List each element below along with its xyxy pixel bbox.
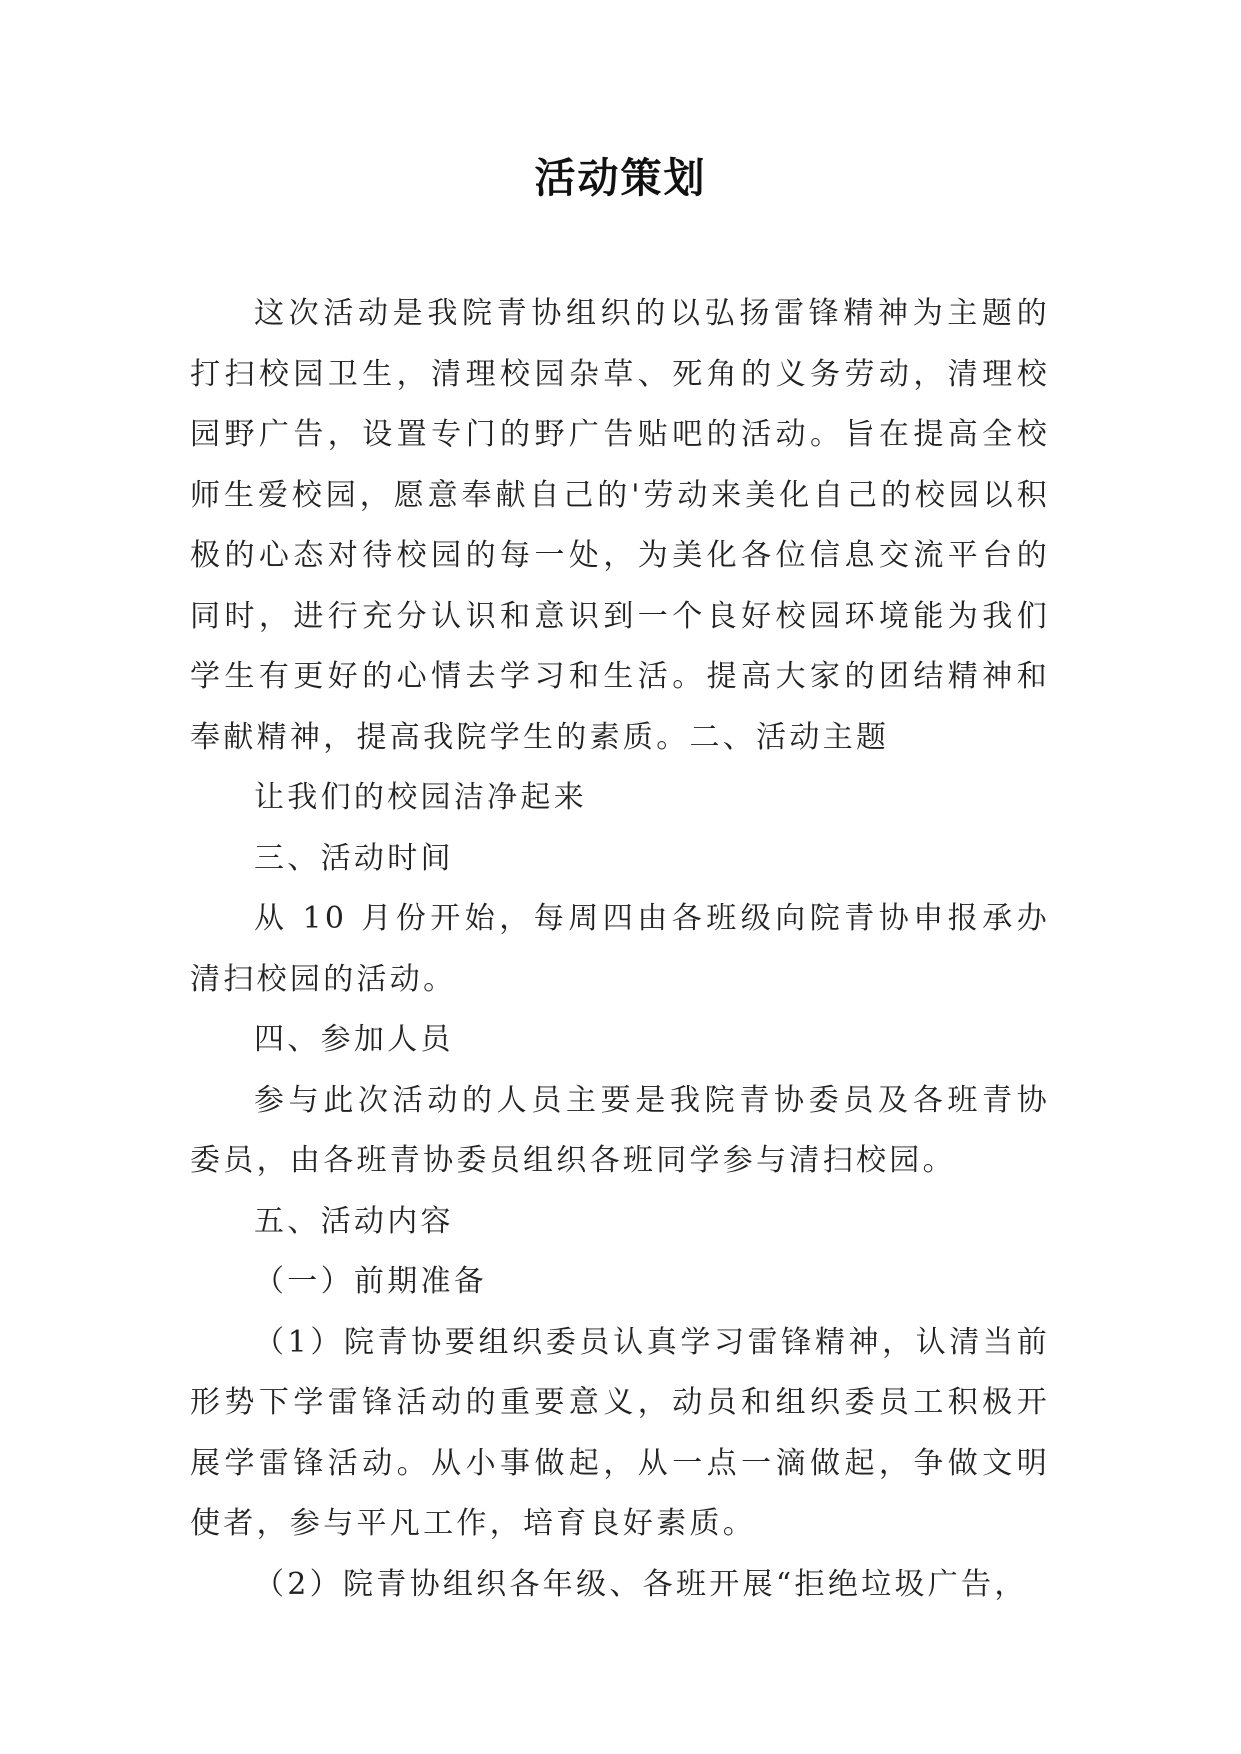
heading-participants: 四、参加人员: [254, 1022, 454, 1057]
document-body: [190, 284, 1050, 1615]
paragraph-intro: 这次活动是我院青协组织的以弘扬雷锋精神为主题的打扫校园卫生，清理校园杂草、死角的义务劳动，清理校园野广告，设置专门的野广告贴吧的活动。旨在提高全校师生爱校园，愿意奉献自己的'劳动来美化自己的校园以积极的心态对待校园的每一处，为美化各位信息交流平台的同时，进行充分认识和意识到一个良好校园环境能为我们学生有更好的心情去学习和生活。提高大家的团结精神和奉献精神，提高我院学生的素质。二、活动主题: [190, 296, 1050, 755]
heading-activity-content: 五、活动内容: [254, 1203, 454, 1239]
paragraph-participants: 参与此次活动的人员主要是我院青协委员及各班青协委员，由各班青协委员组织各班同学参与清扫校园。: [190, 1082, 1050, 1178]
paragraph-activity-time: 从 10 月份开始，每周四由各班级向院青协申报承办清扫校园的活动。: [190, 901, 1050, 997]
paragraph-theme: 让我们的校园洁净起来: [254, 780, 587, 815]
document-title: 活动策划: [534, 154, 707, 202]
heading-activity-time: 三、活动时间: [254, 840, 454, 876]
subheading-preparation: （一）前期准备: [254, 1264, 488, 1299]
paragraph-preparation-2: （2）院青协组织各年级、各班开展“拒绝垃圾广告，: [254, 1566, 1028, 1602]
paragraph-preparation-1: （1）院青协要组织委员认真学习雷锋精神，认清当前形势下学雷锋活动的重要意义，动员和组织委员工积极开展学雷锋活动。从小事做起，从一点一滴做起，争做文明使者，参与平凡工作，培育良好素质。: [190, 1324, 1050, 1541]
